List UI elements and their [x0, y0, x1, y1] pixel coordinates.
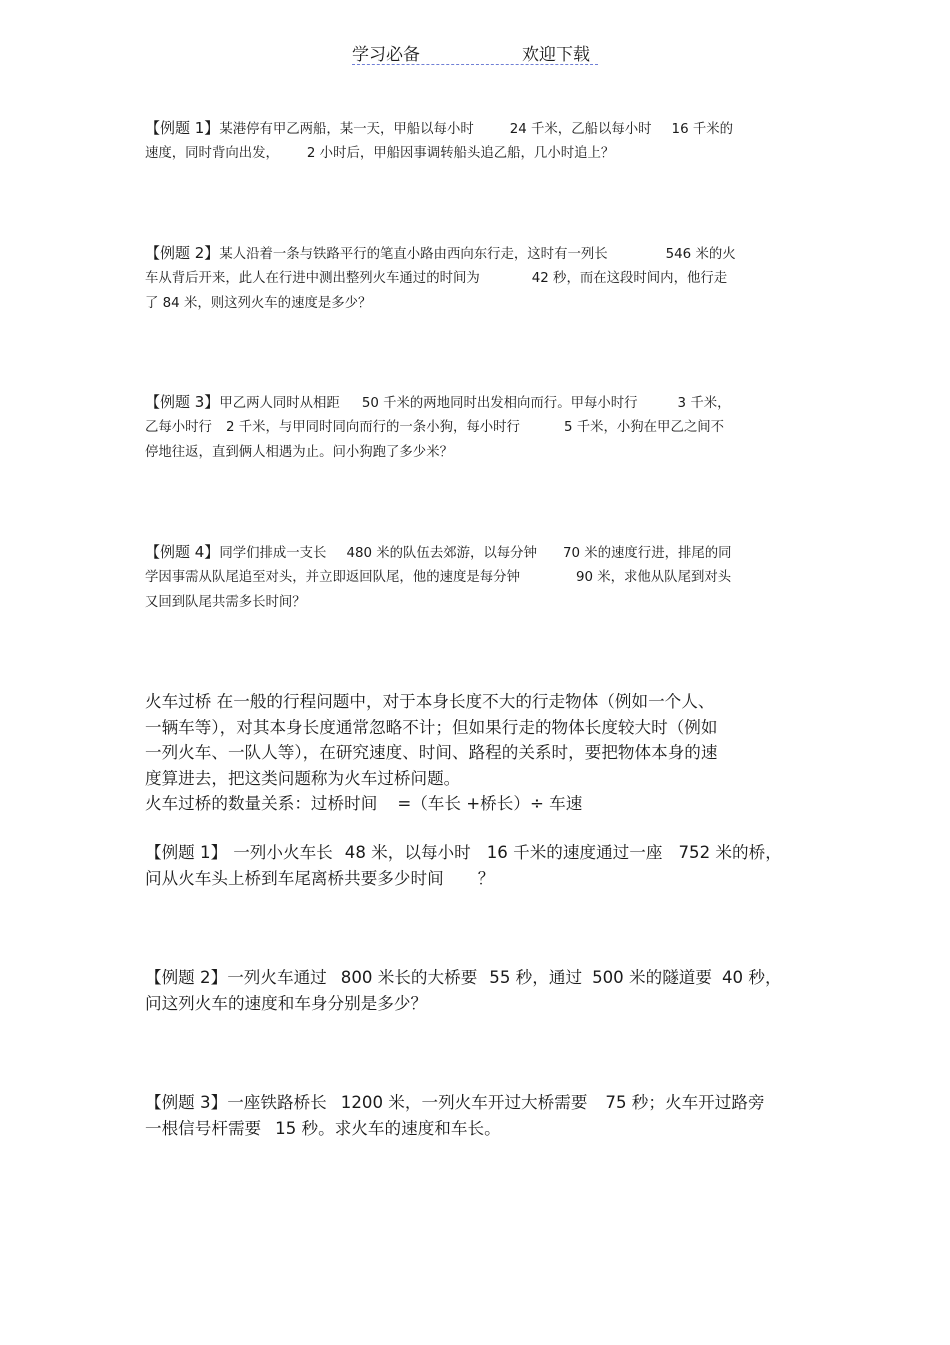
text-segment: 问这列火车的速度和车身分别是多少？: [145, 993, 428, 1013]
text-segment: 70 米的速度行进，排尾的同: [562, 546, 732, 561]
text-segment: 了 84 米，则这列火车的速度是多少？: [145, 296, 372, 311]
text-segment: 546 米的火: [665, 247, 736, 262]
intro-line: 火车过桥 在一般的行程问题中，对于本身长度不大的行走物体（例如一个人、: [145, 692, 715, 711]
text-segment: 16 千米的速度通过一座: [486, 843, 663, 862]
intro-line: 度算进去，把这类问题称为火车过桥问题。: [145, 768, 461, 788]
problem-line: [145, 991, 815, 1017]
text-segment: 1200 米，一列火车开过大桥需要: [340, 1093, 588, 1112]
problem-4-section-1: [145, 540, 805, 615]
problem-line: [145, 141, 805, 166]
text-segment: 车从背后开来，此人在行进中测出整列火车通过的时间为: [145, 271, 480, 286]
problem-line: [145, 965, 815, 991]
text-segment: 同学们排成一支长: [219, 546, 327, 561]
problem-line: [145, 866, 815, 892]
problem-tag: 【例题 1】: [145, 843, 228, 862]
text-segment: 某人沿着一条与铁路平行的笔直小路由西向东行走，这时有一列长: [219, 247, 608, 262]
problem-line: [145, 116, 805, 141]
problem-line: [145, 590, 805, 615]
text-segment: 一列火车通过: [227, 968, 327, 987]
text-segment: 500 米的隧道要: [592, 968, 712, 987]
header-dashed-rule: [352, 64, 598, 65]
text-segment: ？: [477, 868, 495, 888]
text-segment: 甲乙两人同时从相距: [219, 396, 340, 411]
text-segment: 一根信号杆需要: [145, 1118, 262, 1138]
problem-line: [145, 266, 805, 291]
problem-2-section-1: [145, 241, 805, 316]
text-segment: 一列小火车长: [233, 843, 333, 862]
problem-tag: 【例题 3】: [145, 1093, 228, 1112]
text-segment: 55 秒，通过: [489, 968, 583, 987]
problem-line: [145, 840, 815, 866]
text-segment: 75 秒；火车开过路旁: [605, 1093, 765, 1112]
intro-line: 一列火车、一队人等），在研究速度、时间、路程的关系时，要把物体本身的速: [145, 743, 718, 762]
problem-tag: 【例题 2】: [145, 968, 228, 987]
problem-tag: 【例题 1】: [145, 119, 220, 137]
text-segment: 24 千米，乙船以每小时: [509, 122, 652, 137]
text-segment: 学因事需从队尾追至对头，并立即返回队尾，他的速度是每分钟: [145, 570, 520, 585]
text-segment: 480 米的队伍去郊游，以每分钟: [346, 546, 537, 561]
problem-line: [145, 565, 805, 590]
problem-tag: 【例题 3】: [145, 393, 220, 411]
text-segment: 50 千米的两地同时出发相向而行。甲每小时行: [361, 396, 638, 411]
header-left-text: 学习必备: [352, 45, 420, 65]
text-segment: 某港停有甲乙两船，某一天，甲船以每小时: [219, 122, 474, 137]
problem-3-section-1: [145, 390, 805, 465]
text-segment: 问从火车头上桥到车尾离桥共要多少时间: [145, 868, 444, 888]
text-segment: 乙每小时行: [145, 420, 212, 435]
problem-tag: 【例题 2】: [145, 244, 220, 262]
formula-line: [145, 791, 815, 817]
text-segment: 又回到队尾共需多长时间？: [145, 595, 306, 610]
text-segment: 速度，同时背向出发，: [145, 146, 279, 161]
text-segment: 停地往返，直到俩人相遇为止。问小狗跑了多少米？: [145, 445, 453, 460]
problem-line: [145, 390, 805, 415]
train-bridge-intro: [145, 689, 815, 817]
formula-label: 火车过桥的数量关系：过桥时间: [145, 794, 378, 813]
formula-expression: =（车长 +桥长）÷ 车速: [397, 794, 583, 813]
problem-line: [145, 540, 805, 565]
intro-line: 一辆车等），对其本身长度通常忽略不计；但如果行走的物体长度较大时（例如: [145, 717, 718, 737]
problem-line: [145, 241, 805, 266]
problem-line: [145, 440, 805, 465]
text-segment: 2 千米，与甲同时同向而行的一条小狗，每小时行: [225, 420, 520, 435]
problem-tag: 【例题 4】: [145, 543, 220, 561]
problem-3-section-2: [145, 1090, 815, 1141]
problem-line: [145, 415, 805, 440]
text-segment: 5 千米，小狗在甲乙之间不: [563, 420, 725, 435]
problem-1-section-2: [145, 840, 815, 891]
header-right-text: 欢迎下载: [522, 45, 590, 65]
problem-line: [145, 291, 805, 316]
problem-line: [145, 1116, 815, 1142]
text-segment: 40 秒，: [721, 968, 782, 987]
problem-1-section-1: [145, 116, 805, 166]
page-header: [352, 40, 598, 66]
text-segment: 15 秒。求火车的速度和车长。: [275, 1118, 501, 1138]
text-segment: 一座铁路桥长: [227, 1093, 327, 1112]
text-segment: 16 千米的: [671, 122, 734, 137]
text-segment: 2 小时后，甲船因事调转船头追乙船，几小时追上？: [306, 146, 615, 161]
text-segment: 48 米，以每小时: [344, 843, 471, 862]
text-segment: 90 米，求他从队尾到对头: [575, 570, 732, 585]
text-segment: 3 千米，: [677, 396, 731, 411]
text-segment: 42 秒，而在这段时间内，他行走: [531, 271, 728, 286]
problem-line: [145, 1090, 815, 1116]
problem-2-section-2: [145, 965, 815, 1016]
text-segment: 800 米长的大桥要: [340, 968, 478, 987]
text-segment: 752 米的桥，: [678, 843, 782, 862]
